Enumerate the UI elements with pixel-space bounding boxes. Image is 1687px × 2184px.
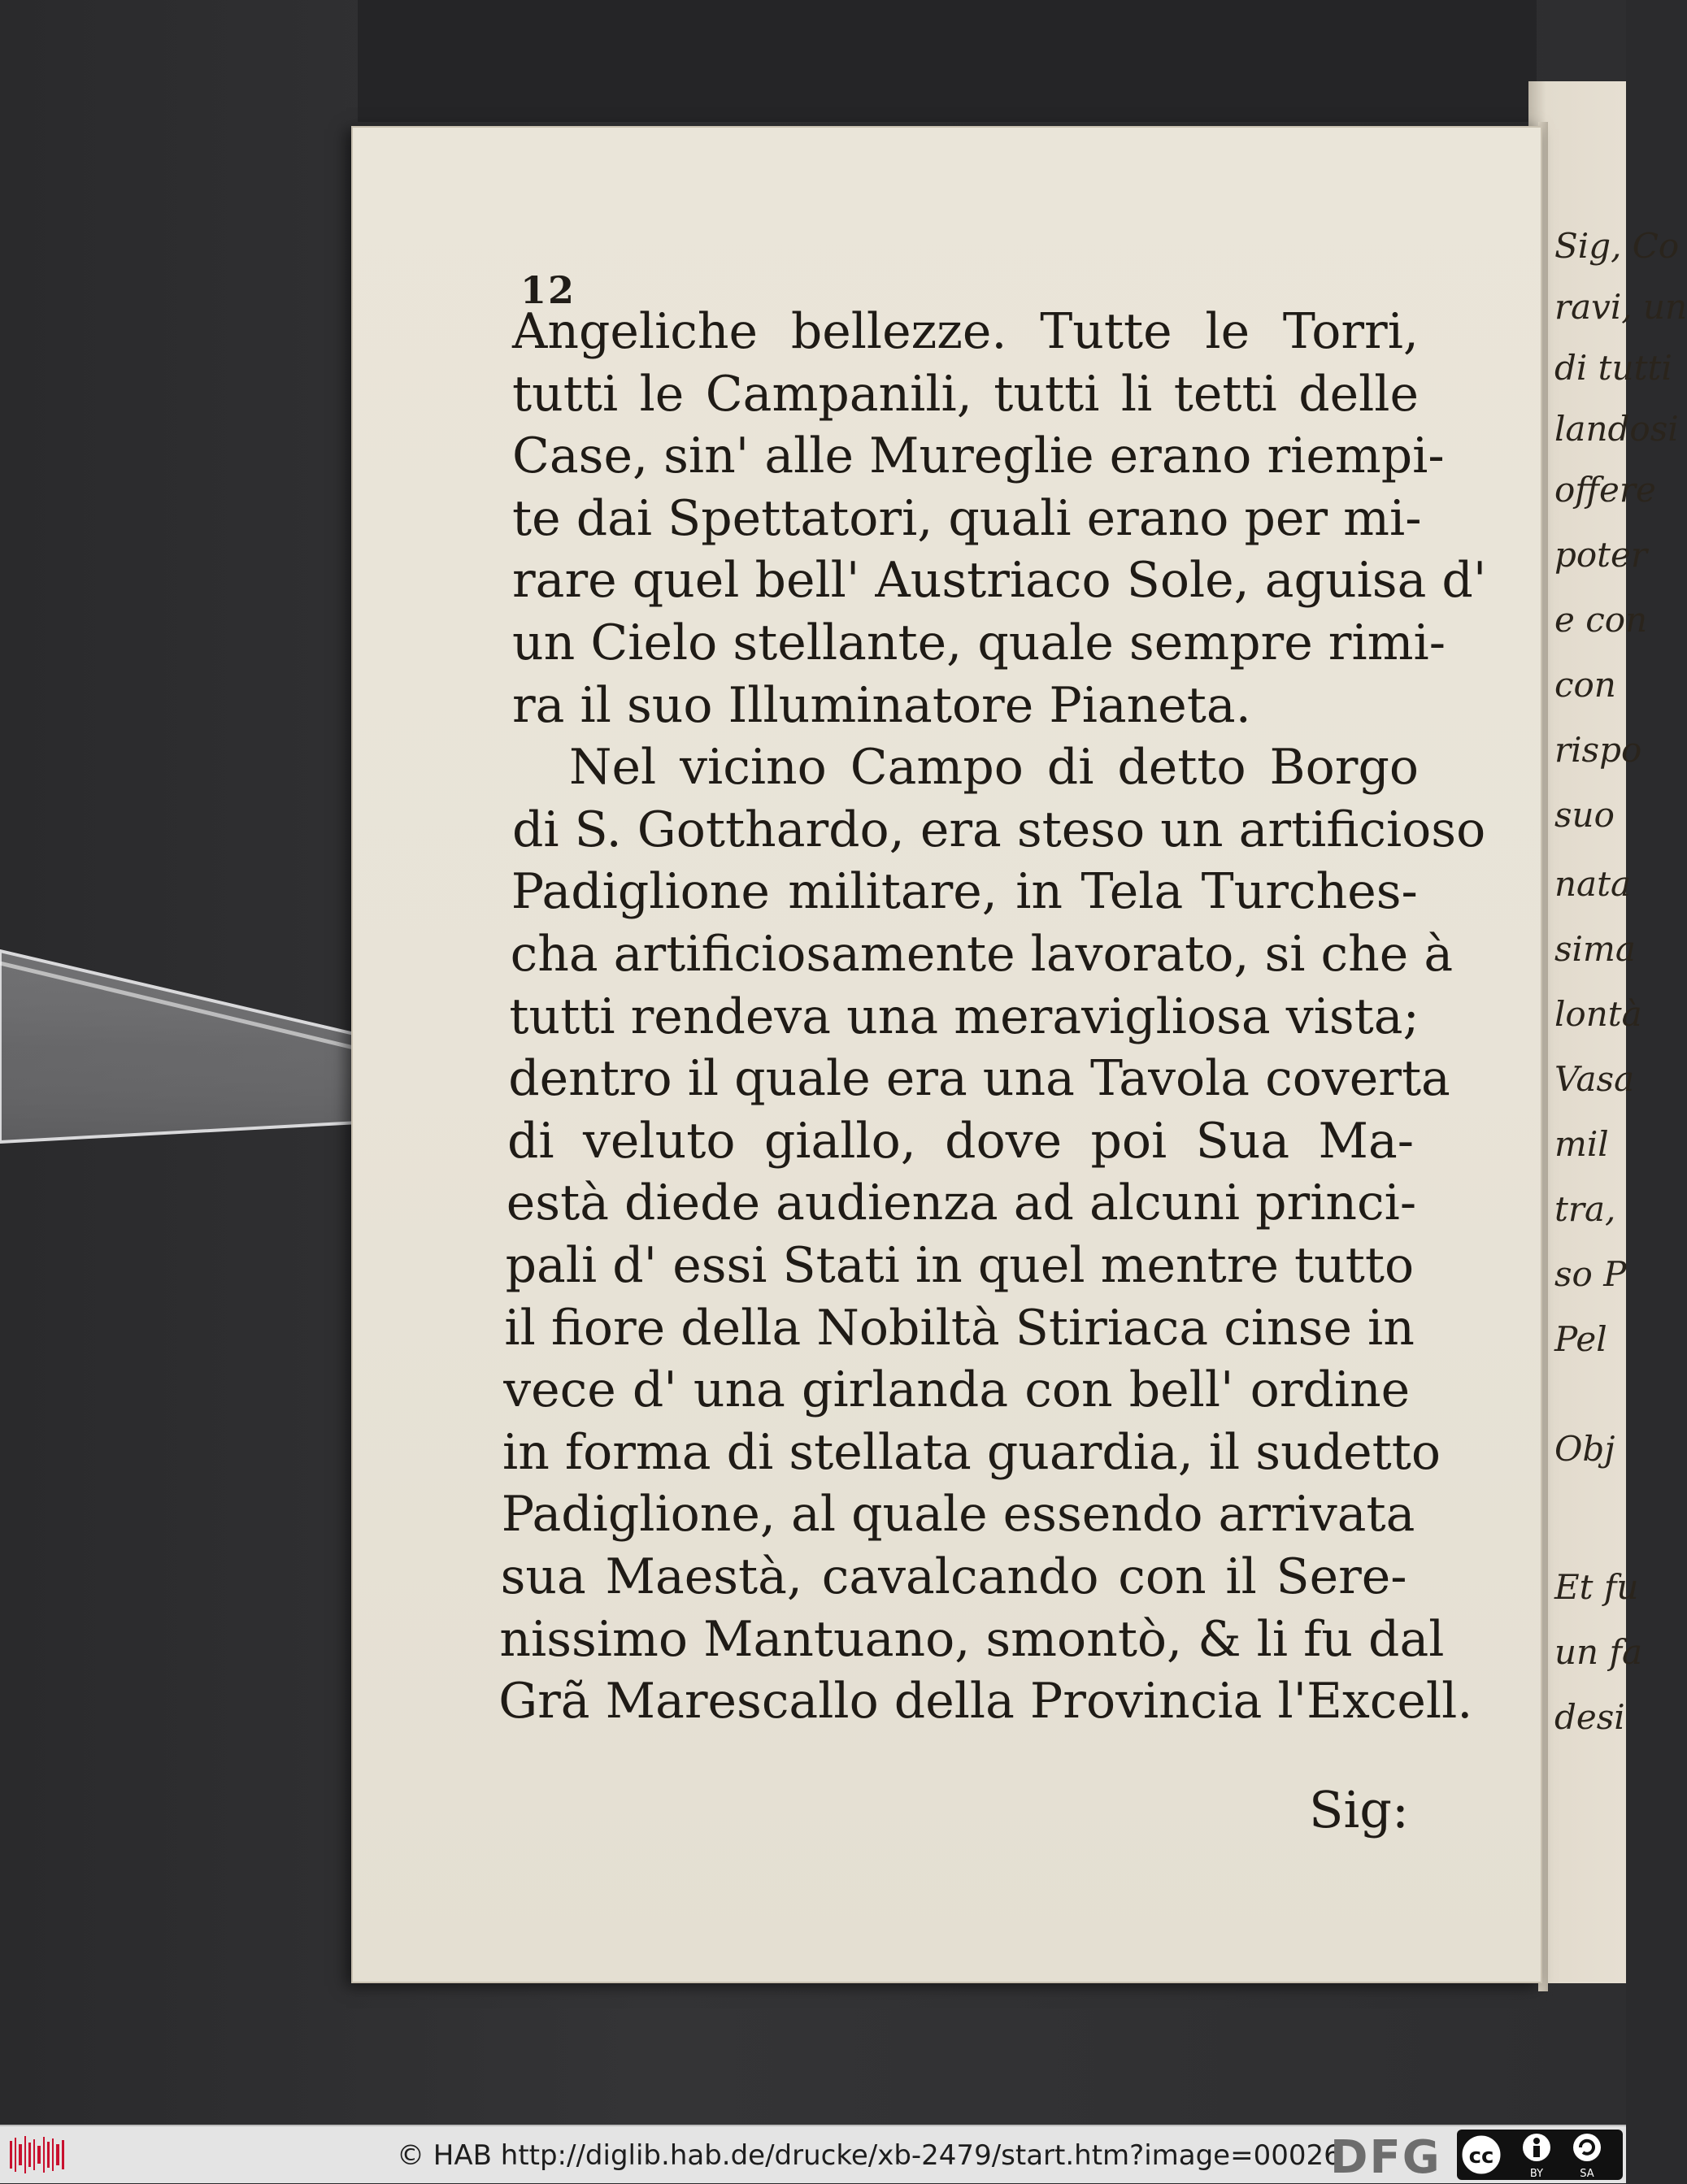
text-line: Case, sin' alle Mureglie erano riempi- xyxy=(512,428,1445,485)
bleed-text: mil xyxy=(1554,1124,1609,1164)
bleed-text: Vasa xyxy=(1554,1059,1635,1099)
bleed-text: offere xyxy=(1554,470,1656,510)
catchword: Sig: xyxy=(1309,1780,1409,1839)
bleed-text: tra, xyxy=(1554,1189,1616,1229)
text-line: tutti rendeva una meravigliosa vista; xyxy=(509,988,1420,1045)
text-line: Angeliche bellezze. Tutte le Torri, xyxy=(512,303,1419,360)
footer-bar xyxy=(0,2125,1626,2183)
text-line: Padiglione militare, in Tela Turches- xyxy=(511,863,1418,921)
bleed-text: Obj xyxy=(1554,1429,1615,1469)
sa-label: SA xyxy=(1580,2168,1594,2180)
bleed-text: landosi xyxy=(1554,409,1679,449)
text-line: un Cielo stellante, quale sempre rimi- xyxy=(512,614,1446,671)
text-line: Padiglione, al quale essendo arrivata xyxy=(501,1486,1415,1544)
bleed-text: nata xyxy=(1554,864,1632,904)
text-line: Nel vicino Campo di detto Borgo xyxy=(569,739,1419,797)
bleed-text: lontà xyxy=(1554,994,1642,1034)
text-line: di S. Gotthardo, era steso un artificioso xyxy=(512,801,1486,858)
text-line: està diede audienza ad alcuni princi- xyxy=(506,1174,1417,1232)
page-number: 12 xyxy=(520,268,576,312)
bleed-text: poter xyxy=(1554,535,1647,575)
bleed-text: ravi, un xyxy=(1554,287,1687,327)
text-line: pali d' essi Stati in quel mentre tutto xyxy=(505,1237,1415,1294)
dfg-logo: DFG xyxy=(1330,2131,1441,2184)
hab-logo-icon xyxy=(8,2134,67,2175)
bleed-text: un fa xyxy=(1554,1632,1643,1672)
text-line: Grã Marescallo della Provincia l'Excell. xyxy=(498,1673,1473,1730)
bleed-text: di tutti xyxy=(1554,348,1672,388)
bleed-text: sima xyxy=(1554,929,1636,969)
text-line: sua Maestà, cavalcando con il Sere- xyxy=(500,1548,1407,1605)
text-line: cha artificiosamente lavorato, si che à xyxy=(510,926,1454,983)
bleed-text: desi xyxy=(1554,1697,1625,1737)
bleed-text: e con xyxy=(1554,600,1648,640)
text-line: ra il suo Illuminatore Pianeta. xyxy=(512,676,1251,734)
text-line: di veluto giallo, dove poi Sua Ma- xyxy=(507,1112,1414,1170)
by-label: BY xyxy=(1529,2168,1544,2180)
bleed-text: con xyxy=(1554,665,1616,705)
text-line: te dai Spettatori, quali erano per mi- xyxy=(512,489,1422,547)
bleed-text: Pel xyxy=(1554,1319,1607,1359)
footer-credit: © HAB http://diglib.hab.de/drucke/xb-2479/start.htm?image=00026 xyxy=(397,2139,1341,2172)
text-line: in forma di stellata guardia, il sudetto xyxy=(502,1423,1441,1481)
bleed-text: Et fu xyxy=(1554,1567,1639,1607)
text-line: dentro il quale era una Tavola coverta xyxy=(508,1050,1450,1108)
bleed-text: rispo xyxy=(1554,730,1642,770)
text-line: il fiore della Nobiltà Stiriaca cinse in xyxy=(504,1299,1415,1357)
text-line: nissimo Mantuano, smontò, & li fu dal xyxy=(499,1610,1445,1668)
bleed-text: so P xyxy=(1554,1254,1627,1294)
cc-license-icons xyxy=(1457,2130,1623,2180)
sa-icon xyxy=(1573,2134,1601,2161)
bleed-text: Sig, Co xyxy=(1554,226,1680,266)
book-cover xyxy=(358,0,1537,122)
svg-text:cc: cc xyxy=(1468,2144,1494,2169)
cc-license-badge xyxy=(1457,2130,1623,2180)
text-line: rare quel bell' Austriaco Sole, aguisa d' xyxy=(512,552,1487,610)
text-line: tutti le Campanili, tutti li tetti delle xyxy=(512,365,1419,423)
bleed-text: suo xyxy=(1554,795,1615,835)
text-line: vece d' una girlanda con bell' ordine xyxy=(503,1361,1411,1419)
